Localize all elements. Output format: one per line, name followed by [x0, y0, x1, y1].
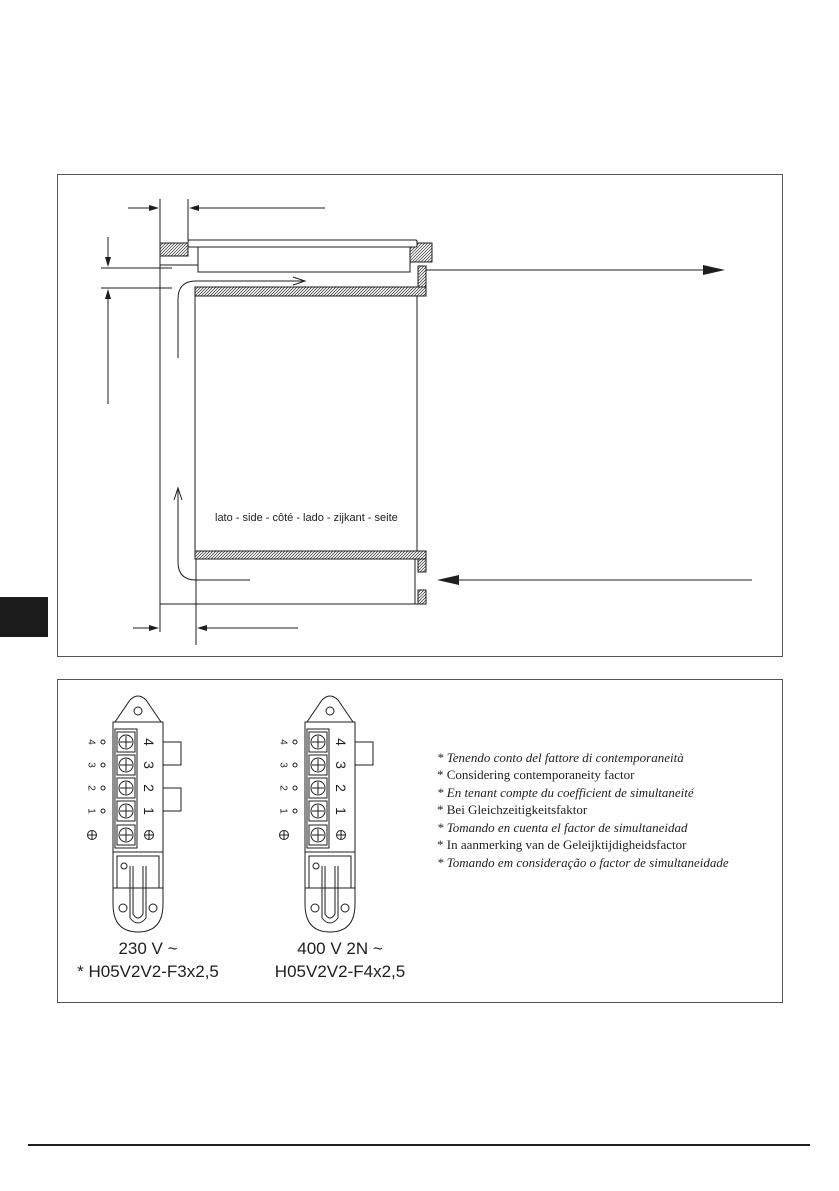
mounting-hole	[149, 904, 157, 912]
terminal-number-label: 2	[141, 784, 157, 792]
screw-terminal	[309, 801, 327, 821]
screw-terminal	[117, 732, 135, 752]
dimension-arrowhead	[149, 625, 159, 631]
screw-terminal	[309, 778, 327, 798]
cable-label: H05V2V2-F4x2,5	[274, 962, 406, 981]
mounting-hole	[341, 904, 349, 912]
mounting-hole	[119, 904, 127, 912]
terminal-number-label: 2	[333, 784, 349, 792]
note-line: * Tenendo conto del fattore di contemporaneità	[437, 750, 684, 765]
wire-number-label: 1	[85, 808, 97, 814]
screw-terminal	[309, 755, 327, 775]
hob-body	[198, 247, 410, 272]
mounting-hole	[311, 904, 319, 912]
top-mounting-tab	[115, 696, 161, 722]
mounting-hole	[326, 707, 334, 715]
dimension-arrowhead	[105, 257, 111, 267]
voltage-label: 400 V 2N ~	[297, 939, 383, 958]
wire-end-marker	[293, 786, 297, 790]
cable-clamp	[322, 866, 338, 923]
cable-clamp-housing	[117, 856, 159, 888]
note-line: * Tomando em consideração o factor de simultaneidade	[437, 855, 729, 870]
terminal-block	[278, 696, 374, 932]
cable-clamp-housing	[309, 856, 351, 888]
wire-number-label: 4	[277, 739, 289, 745]
wire-number-label: 4	[85, 739, 97, 745]
dimension-arrowhead	[189, 205, 199, 211]
air-inlet-arrowhead	[437, 575, 459, 585]
ground-symbol	[145, 831, 154, 840]
bottom-mounting-tab	[113, 888, 163, 932]
note-line: * Considering contemporaneity factor	[437, 767, 635, 782]
air-outlet-arrowhead	[703, 265, 725, 275]
dimension-arrowhead	[149, 205, 159, 211]
lower-airflow-path	[178, 490, 250, 580]
screw-terminal	[309, 732, 327, 752]
terminal-block	[86, 696, 182, 932]
cable-clamp-inner	[133, 866, 143, 918]
terminal-number-label: 4	[141, 738, 157, 746]
mounting-hole	[134, 707, 142, 715]
wire-end-marker	[293, 763, 297, 767]
terminal-number-label: 3	[333, 761, 349, 769]
top-mounting-tab	[307, 696, 353, 722]
bottom-mounting-tab	[305, 888, 355, 932]
bottom-dimension	[133, 559, 298, 645]
installation-diagram	[101, 199, 752, 645]
wire-end-marker	[101, 740, 105, 744]
screw-terminal	[117, 778, 135, 798]
side-label: lato - side - côté - lado - zijkant - seite	[215, 512, 398, 524]
terminal-bridge	[163, 742, 181, 765]
wire-number-label: 3	[85, 762, 97, 768]
air-flow	[174, 265, 752, 585]
terminal-number-label: 3	[141, 761, 157, 769]
wire-end-marker	[101, 809, 105, 813]
note-line: * En tenant compte du coefficient de simultaneité	[437, 785, 694, 800]
wire-end-marker	[101, 763, 105, 767]
cable-clamp-inner	[325, 866, 335, 918]
wire-number-label: 1	[277, 808, 289, 814]
top-dimension	[128, 199, 325, 243]
section-tab	[0, 597, 48, 637]
note-line: * In aanmerking van de Geleijktijdigheidsfactor	[437, 837, 687, 852]
terminal-bridge	[355, 742, 373, 765]
screw-terminal	[117, 755, 135, 775]
screw-terminal	[117, 801, 135, 821]
terminal-blocks	[86, 696, 374, 932]
cable-clamp	[130, 866, 146, 923]
clamp-screw	[313, 863, 319, 869]
wire-end-marker	[101, 786, 105, 790]
ground-symbol	[337, 831, 346, 840]
terminal-number-label: 4	[333, 738, 349, 746]
terminal-bridge	[163, 788, 181, 811]
wire-end-marker	[293, 740, 297, 744]
wire-number-label: 2	[85, 785, 97, 791]
ground-symbol	[88, 831, 97, 840]
terminal-number-label: 1	[141, 807, 157, 815]
clamp-screw	[121, 863, 127, 869]
earth-terminal	[117, 825, 135, 845]
cabinet-section	[160, 240, 432, 604]
hatching	[195, 287, 426, 296]
hob-glass	[188, 240, 417, 247]
earth-terminal	[309, 825, 327, 845]
wire-number-label: 3	[277, 762, 289, 768]
cable-label: * H05V2V2-F3x2,5	[77, 962, 219, 981]
voltage-label: 230 V ~	[118, 939, 178, 958]
note-line: * Bei Gleichzeitigkeitsfaktor	[437, 802, 588, 817]
ground-symbol	[280, 831, 289, 840]
left-dimension	[101, 237, 172, 404]
wire-number-label: 2	[277, 785, 289, 791]
note-line: * Tomando en cuenta el factor de simultaneidad	[437, 820, 688, 835]
wire-end-marker	[293, 809, 297, 813]
terminal-number-label: 1	[333, 807, 349, 815]
